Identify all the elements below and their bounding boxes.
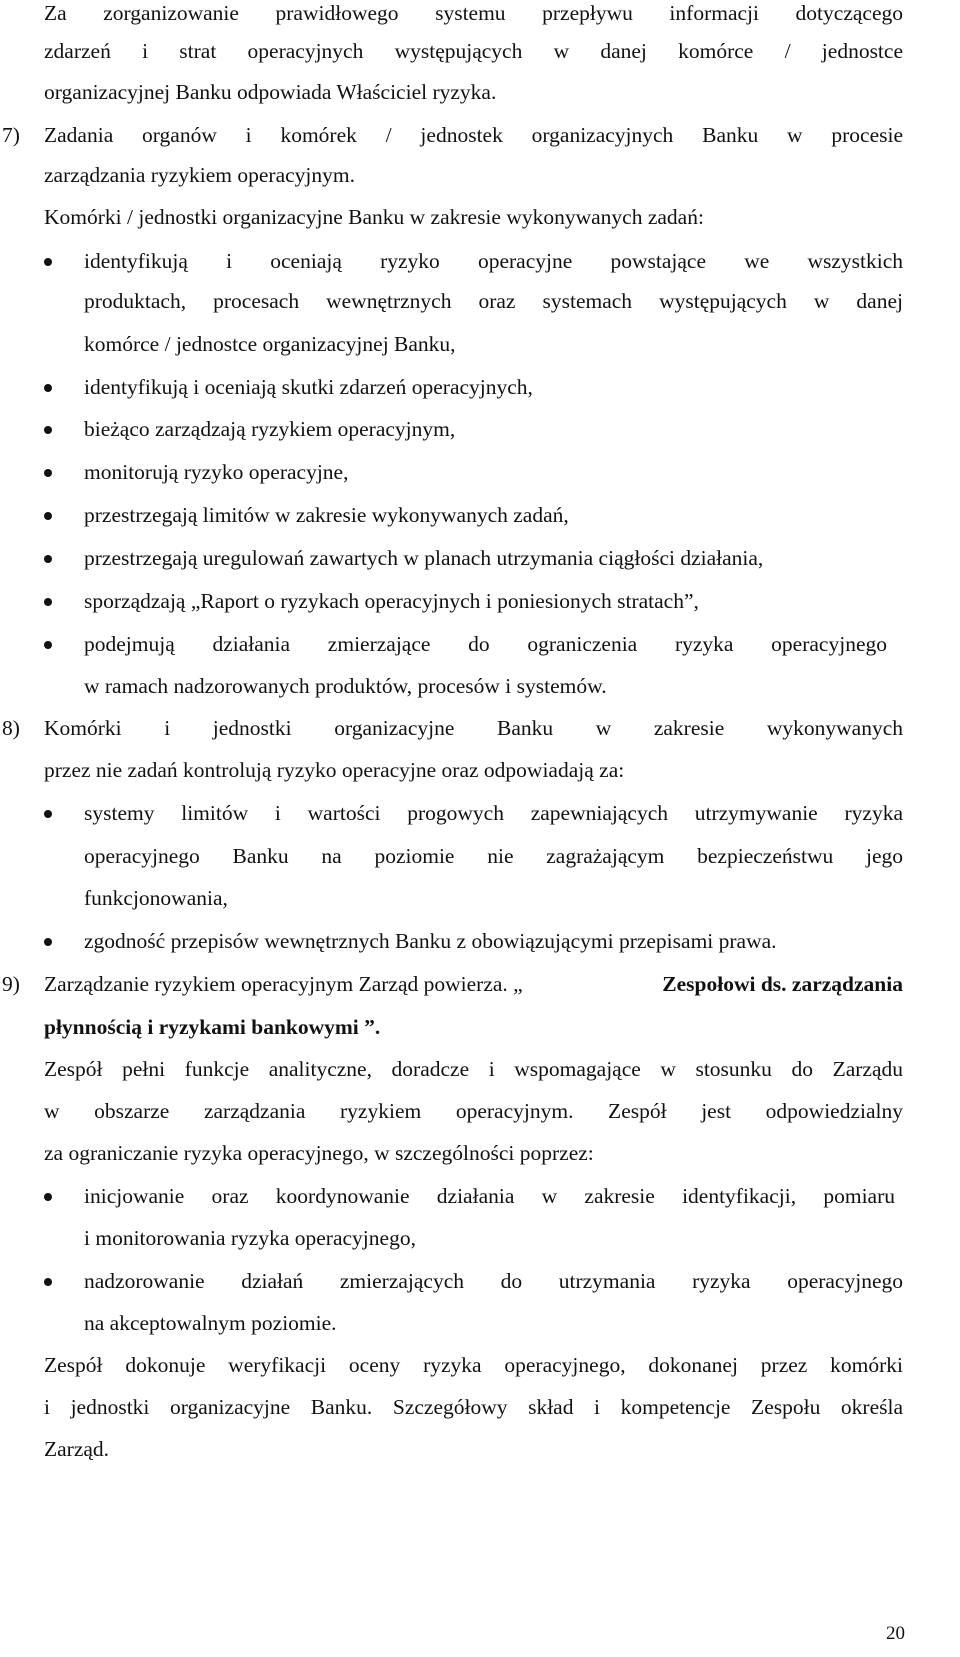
section-7-heading: Zadania organów i komórek / jednostek organizacyjnych Banku w procesie bbox=[44, 123, 903, 147]
section-9-heading-plain: Zarządzanie ryzykiem operacyjnym Zarząd powierza. „ bbox=[44, 972, 523, 996]
list-item-cont: produktach, procesach wewnętrznych oraz systemach występujących w danej bbox=[84, 289, 903, 313]
list-item-cont: i monitorowania ryzyka operacyjnego, bbox=[84, 1226, 416, 1250]
list-item: zgodność przepisów wewnętrznych Banku z obowiązującymi przepisami prawa. bbox=[84, 929, 777, 953]
list-item: identyfikują i oceniają ryzyko operacyjne powstające we wszystkich bbox=[84, 249, 903, 273]
list-item: identyfikują i oceniają skutki zdarzeń operacyjnych, bbox=[84, 375, 533, 399]
paragraph-line: Zespół dokonuje weryfikacji oceny ryzyka operacyjnego, dokonanej przez komórki bbox=[44, 1353, 903, 1377]
bullet-icon bbox=[44, 555, 52, 563]
paragraph-line: i jednostki organizacyjne Banku. Szczegółowy skład i kompetencje Zespołu określa bbox=[44, 1395, 903, 1419]
list-item: przestrzegają uregulowań zawartych w planach utrzymania ciągłości działania, bbox=[84, 546, 764, 570]
section-8-heading-cont: przez nie zadań kontrolują ryzyko operacyjne oraz odpowiadają za: bbox=[44, 758, 625, 782]
paragraph-line: Zarząd. bbox=[44, 1437, 110, 1461]
list-item: przestrzegają limitów w zakresie wykonywanych zadań, bbox=[84, 503, 569, 527]
bullet-icon bbox=[44, 641, 52, 649]
list-item: podejmują działania zmierzające do ograniczenia ryzyka operacyjnego bbox=[84, 632, 887, 656]
section-9-heading-cont: płynnością i ryzykami bankowymi ”. bbox=[44, 1015, 381, 1039]
bullet-icon bbox=[44, 469, 52, 477]
paragraph-line: w obszarze zarządzania ryzykiem operacyjnym. Zespół jest odpowiedzialny bbox=[44, 1099, 903, 1123]
section-9-heading bbox=[44, 974, 903, 996]
bullet-icon bbox=[44, 426, 52, 434]
list-item: bieżąco zarządzają ryzykiem operacyjnym, bbox=[84, 417, 456, 441]
bullet-icon bbox=[44, 1193, 52, 1201]
section-7-heading-cont: zarządzania ryzykiem operacyjnym. bbox=[44, 163, 355, 187]
page-number: 20 bbox=[886, 1623, 905, 1644]
list-item: inicjowanie oraz koordynowanie działania w zakresie identyfikacji, pomiaru bbox=[84, 1184, 895, 1208]
section-number-9: 9) bbox=[2, 972, 20, 996]
list-item-cont: na akceptowalnym poziomie. bbox=[84, 1311, 337, 1335]
section-9-heading-bold: Zespołowi ds. zarządzania bbox=[662, 972, 903, 996]
bullet-icon bbox=[44, 598, 52, 606]
paragraph-line: Zespół pełni funkcje analityczne, doradcze i wspomagające w stosunku do Zarządu bbox=[44, 1057, 903, 1081]
list-item: systemy limitów i wartości progowych zapewniających utrzymywanie ryzyka bbox=[84, 801, 903, 825]
paragraph-line: zdarzeń i strat operacyjnych występujących w danej komórce / jednostce bbox=[44, 39, 903, 63]
section-7-intro: Komórki / jednostki organizacyjne Banku w zakresie wykonywanych zadań: bbox=[44, 205, 704, 229]
section-number-7: 7) bbox=[2, 123, 20, 147]
list-item-cont: w ramach nadzorowanych produktów, procesów i systemów. bbox=[84, 674, 607, 698]
paragraph-line: za ograniczanie ryzyka operacyjnego, w szczególności poprzez: bbox=[44, 1141, 594, 1165]
section-number-8: 8) bbox=[2, 716, 20, 740]
bullet-icon bbox=[44, 384, 52, 392]
paragraph-line: Za zorganizowanie prawidłowego systemu przepływu informacji dotyczącego bbox=[44, 1, 903, 25]
list-item-cont: funkcjonowania, bbox=[84, 886, 228, 910]
section-8-heading: Komórki i jednostki organizacyjne Banku w zakresie wykonywanych bbox=[44, 716, 903, 740]
list-item: monitorują ryzyko operacyjne, bbox=[84, 460, 349, 484]
list-item: nadzorowanie działań zmierzających do utrzymania ryzyka operacyjnego bbox=[84, 1269, 903, 1293]
bullet-icon bbox=[44, 512, 52, 520]
paragraph-line: organizacyjnej Banku odpowiada Właściciel ryzyka. bbox=[44, 80, 497, 104]
bullet-icon bbox=[44, 1278, 52, 1286]
bullet-icon bbox=[44, 810, 52, 818]
list-item: sporządzają „Raport o ryzykach operacyjnych i poniesionych stratach”, bbox=[84, 589, 699, 613]
list-item-cont: operacyjnego Banku na poziomie nie zagrażającym bezpieczeństwu jego bbox=[84, 844, 903, 868]
bullet-icon bbox=[44, 258, 52, 266]
list-item-cont: komórce / jednostce organizacyjnej Banku, bbox=[84, 332, 456, 356]
bullet-icon bbox=[44, 938, 52, 946]
